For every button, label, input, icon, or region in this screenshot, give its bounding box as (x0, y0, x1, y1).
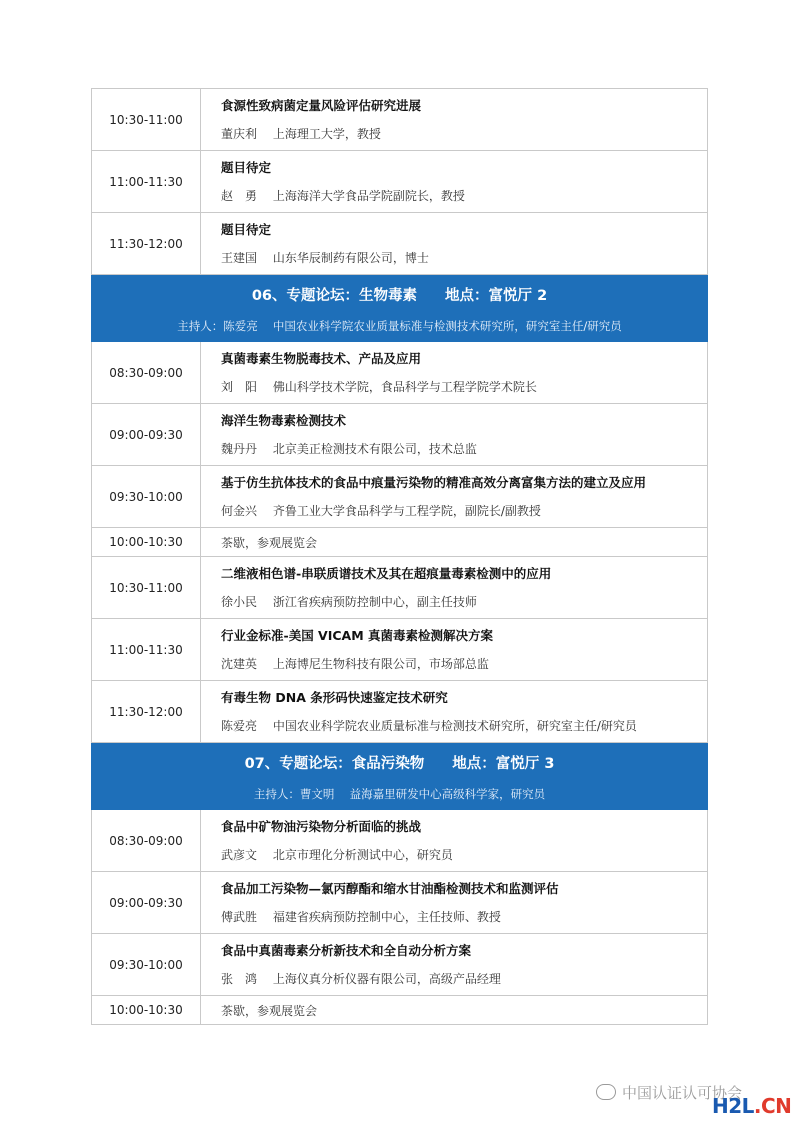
talk-speaker: 徐小民 浙江省疾病预防控制中心，副主任技师 (221, 594, 477, 609)
talk-cell (201, 213, 708, 275)
talk-title: 食源性致病菌定量风险评估研究进展 (221, 97, 422, 113)
break-text: 茶歇，参观展览会 (201, 996, 708, 1025)
talk-title: 食品加工污染物—氯丙醇酯和缩水甘油酯检测技术和监测评估 (221, 880, 559, 896)
time-cell: 08:30-09:00 (92, 342, 201, 404)
talk-title: 基于仿生抗体技术的食品中痕量污染物的精准高效分离富集方法的建立及应用 (221, 474, 647, 490)
talk-cell (201, 872, 708, 934)
talk-title: 题目待定 (221, 159, 272, 175)
talk-speaker: 沈建英 上海博尼生物科技有限公司，市场部总监 (221, 656, 489, 671)
talk-speaker: 刘 阳 佛山科学技术学院，食品科学与工程学院学术院长 (221, 379, 537, 394)
table-row (92, 404, 708, 466)
table-row (92, 466, 708, 528)
talk-speaker: 王建国 山东华辰制药有限公司，博士 (221, 250, 429, 265)
talk-title: 有毒生物 DNA 条形码快速鉴定技术研究 (221, 689, 448, 705)
table-row-break (92, 528, 708, 557)
time-cell: 11:00-11:30 (92, 151, 201, 213)
table-row (92, 213, 708, 275)
talk-cell (201, 404, 708, 466)
section-location: 地点：富悦厅 3 (452, 756, 555, 772)
talk-cell (201, 810, 708, 872)
section-name: 06、专题论坛：生物毒素 (251, 288, 418, 304)
time-cell: 09:30-10:00 (92, 466, 201, 528)
talk-speaker: 张 鸿 上海仪真分析仪器有限公司，高级产品经理 (221, 971, 501, 986)
talk-cell (201, 681, 708, 743)
time-cell: 10:00-10:30 (92, 996, 201, 1025)
section-host: 主持人：曹文明 益海嘉里研发中心高级科学家，研究员 (253, 787, 546, 801)
talk-cell (201, 619, 708, 681)
talk-speaker: 傅武胜 福建省疾病预防控制中心，主任技师、教授 (221, 909, 501, 924)
section-header-07 (92, 743, 708, 810)
time-cell: 09:30-10:00 (92, 934, 201, 996)
schedule-table (91, 88, 708, 1025)
table-row (92, 681, 708, 743)
break-text: 茶歇，参观展览会 (201, 528, 708, 557)
talk-title: 二维液相色谱-串联质谱技术及其在超痕量毒素检测中的应用 (221, 565, 552, 581)
watermark-text: 中国认证认可协会 (622, 1084, 743, 1102)
time-cell: 09:00-09:30 (92, 404, 201, 466)
talk-title: 海洋生物毒素检测技术 (221, 412, 347, 428)
talk-speaker: 何金兴 齐鲁工业大学食品科学与工程学院，副院长/副教授 (221, 503, 541, 518)
time-cell: 10:30-11:00 (92, 557, 201, 619)
section-header-06 (92, 275, 708, 342)
talk-cell (201, 89, 708, 151)
talk-title: 食品中矿物油污染物分析面临的挑战 (221, 818, 422, 834)
logo-suffix: .CN (753, 1094, 792, 1118)
talk-cell (201, 342, 708, 404)
talk-title: 食品中真菌毒素分析新技术和全自动分析方案 (221, 942, 472, 958)
section-host: 主持人：陈爱亮 中国农业科学院农业质量标准与检测技术研究所，研究室主任/研究员 (177, 319, 622, 333)
talk-title: 行业金标准-美国 VICAM 真菌毒素检测解决方案 (221, 627, 494, 643)
talk-speaker: 董庆利 上海理工大学，教授 (221, 126, 381, 141)
talk-speaker: 陈爱亮 中国农业科学院农业质量标准与检测技术研究所，研究室主任/研究员 (221, 718, 637, 733)
section-title (92, 275, 707, 317)
time-cell: 10:30-11:00 (92, 89, 201, 151)
site-logo (712, 1094, 791, 1118)
talk-title: 题目待定 (221, 221, 272, 237)
wechat-icon (596, 1084, 616, 1100)
talk-cell (201, 557, 708, 619)
talk-cell (201, 934, 708, 996)
section-name: 07、专题论坛：食品污染物 (244, 756, 425, 772)
table-row (92, 619, 708, 681)
logo-main: H2L (712, 1094, 754, 1118)
section-title (92, 743, 707, 785)
time-cell: 09:00-09:30 (92, 872, 201, 934)
time-cell: 11:30-12:00 (92, 213, 201, 275)
table-row (92, 151, 708, 213)
time-cell: 11:30-12:00 (92, 681, 201, 743)
time-cell: 11:00-11:30 (92, 619, 201, 681)
time-cell: 08:30-09:00 (92, 810, 201, 872)
talk-title: 真菌毒素生物脱毒技术、产品及应用 (221, 350, 422, 366)
section-location: 地点：富悦厅 2 (445, 288, 548, 304)
table-row (92, 89, 708, 151)
table-row-break (92, 996, 708, 1025)
table-row (92, 557, 708, 619)
talk-cell (201, 466, 708, 528)
talk-speaker: 魏丹丹 北京美正检测技术有限公司，技术总监 (221, 441, 477, 456)
talk-speaker: 武彦文 北京市理化分析测试中心，研究员 (221, 847, 453, 862)
talk-speaker: 赵 勇 上海海洋大学食品学院副院长，教授 (221, 188, 465, 203)
table-row (92, 872, 708, 934)
table-row (92, 342, 708, 404)
table-row (92, 810, 708, 872)
time-cell: 10:00-10:30 (92, 528, 201, 557)
talk-cell (201, 151, 708, 213)
table-row (92, 934, 708, 996)
